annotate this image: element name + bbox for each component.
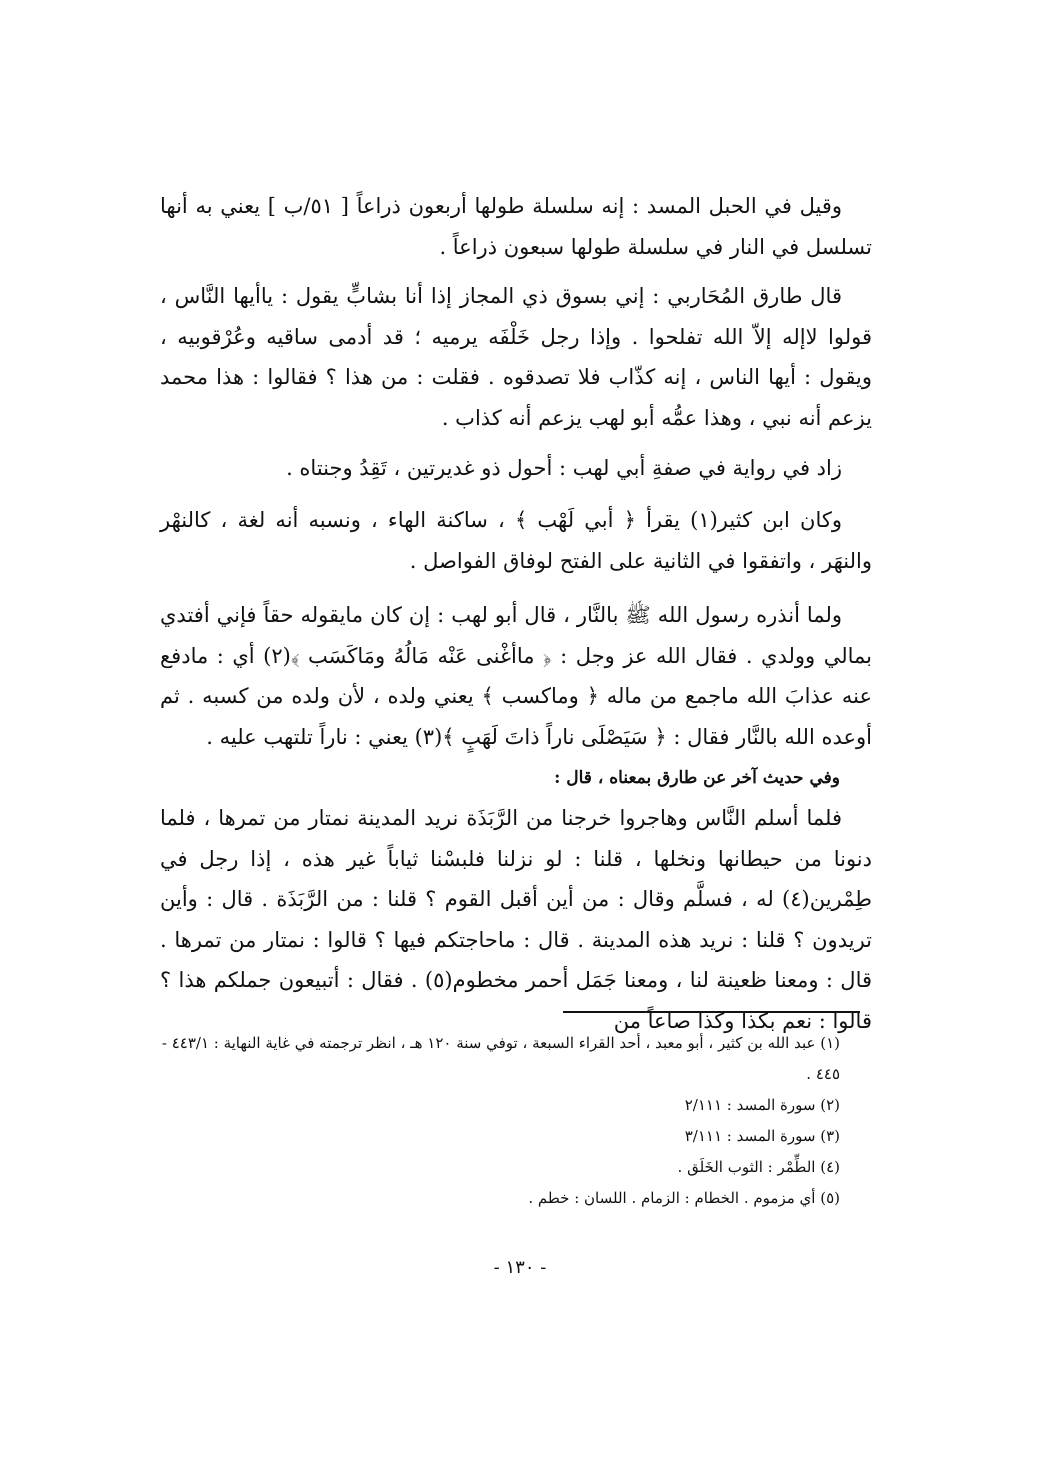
- body-text-block: [160, 798, 872, 1041]
- paragraph-chain-description: وقيل في الحبل المسد : إنه سلسلة طولها أربعون ذراعاً [ ٥١/ب ] يعني به أنها تسلسل في النار في سلسلة طولها سبعون ذراعاً .: [160, 194, 872, 259]
- footnotes: [160, 1028, 840, 1214]
- body-text-block: [160, 276, 872, 438]
- body-text-block: [160, 186, 872, 267]
- paragraph-tariq-narration: قال طارق المُحَاربي : إني بسوق ذي المجاز إذا أنا بشابٍّ يقول : ياأيها النَّاس ، قولوا لاإله إلاّ الله تفلحوا . وإذا رجل خَلْفَه يرميه ؛ قد أدمى ساقيه وعُرْقوبيه ، ويقول : أيها الناس ، إنه كذّاب فلا تصدقوه . فقلت : من هذا ؟ فقالوا : هذا محمد يزعم أنه نبي ، وهذا عمُّه أبو لهب يزعم أنه كذاب .: [160, 284, 872, 430]
- body-text-block: [160, 448, 872, 489]
- footnote-3: (٣) سورة المسد : ٣/١١١: [684, 1127, 840, 1145]
- paragraph-warning-abu-lahab: ولما أنذره رسول الله ﷺ بالنَّار ، قال أبو لهب : إن كان مايقوله حقاً فإني أفتدي بمالي وولدي . فقال الله عز وجل : ﴿ ماأغْنى عَنْه مَالُهُ ومَاكَسَب ﴾(٢) أي : مادفع عنه عذابَ الله ماجمع من ماله ﴿ وماكسب ﴾ يعني ولده ، لأن ولده من كسبه . ثم أوعده الله بالنَّار فقال : ﴿ سَيَصْلَى ناراً ذاتَ لَهَبٍ ﴾(٣) يعني : ناراً تلتهب عليه .: [160, 603, 872, 749]
- body-text-block: [160, 500, 872, 581]
- paragraph-abu-lahab-description: زاد في رواية في صفةِ أبي لهب : أحول ذو غديرتين ، تَقِدُ وجنتاه .: [286, 456, 842, 480]
- footnote-separator: [563, 1011, 860, 1013]
- footnote-1: (١) عبد الله بن كثير ، أبو معبد ، أحد القراء السبعة ، توفي سنة ١٢٠ هـ ، انظر ترجمته في غاية النهاية : ٤٤٣/١ - ٤٤٥ .: [161, 1034, 840, 1083]
- body-text-block: [160, 595, 872, 757]
- footnote-4: (٤) الطِّمْر : الثوب الخَلَق .: [677, 1158, 840, 1176]
- page-number: - ١٣٠ -: [493, 1257, 547, 1278]
- paragraph-rabadha-journey: فلما أسلم النَّاس وهاجروا خرجنا من الرَّبَذَة نريد المدينة نمتار من تمرها ، فلما دنونا من حيطانها ونخلها ، قلنا : لو نزلنا فلبسْنا ثياباً غير هذه ، إذا رجل في طِمْرين(٤) له ، فسلَّم وقال : من أين أقبل القوم ؟ قلنا : من الرَّبَذَة . قال : وأين تريدون ؟ قلنا : نريد هذه المدينة . قال : ماحاجتكم فيها ؟ قالوا : نمتار من تمرها . قال : ومعنا ظعينة لنا ، ومعنا جَمَل أحمر مخطوم(٥) . فقال : أتبيعون جملكم هذا ؟ قالوا : نعم بكذا وكذا صاعاً من: [160, 806, 872, 1033]
- footnote-2: (٢) سورة المسد : ٢/١١١: [684, 1096, 840, 1114]
- footnote-5: (٥) أي مزموم . الخطام : الزمام . اللسان : خطم .: [528, 1189, 840, 1207]
- paragraph-ibn-kathir-reading: وكان ابن كثير(١) يقرأ ﴿ أبي لَهْب ﴾ ، ساكنة الهاء ، ونسبه أنه لغة ، كالنهْر والنهَر ، واتفقوا في الثانية على الفتح لوفاق الفواصل .: [160, 508, 872, 573]
- section-subheading: وفي حديث آخر عن طارق بمعناه ، قال :: [554, 768, 840, 788]
